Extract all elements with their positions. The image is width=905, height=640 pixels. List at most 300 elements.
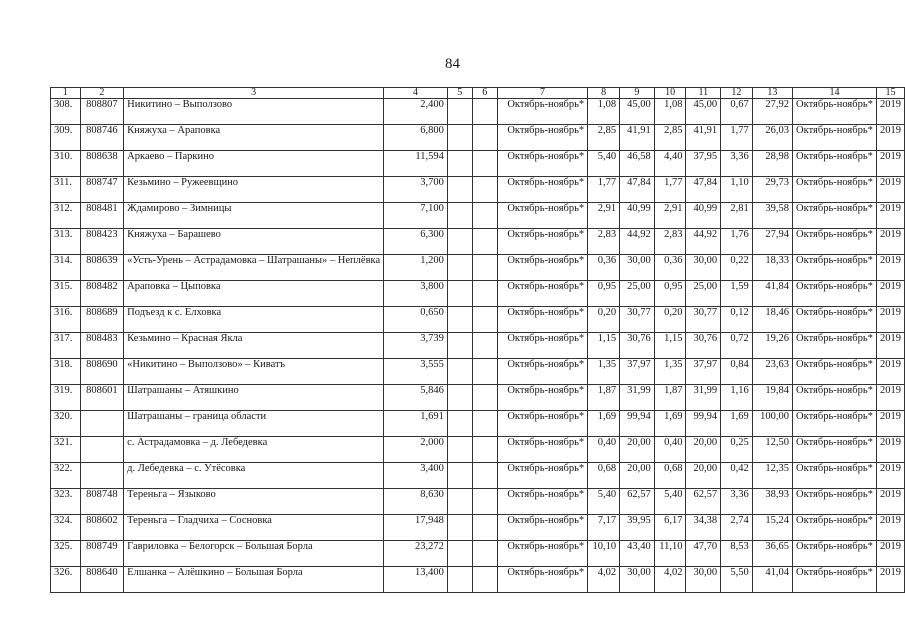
road-length: 5,846: [384, 385, 448, 411]
cell-col11: 37,95: [686, 151, 721, 177]
year: 2019: [876, 125, 904, 151]
road-length: 6,800: [384, 125, 448, 151]
column-header: 15: [876, 88, 904, 99]
period-end: Октябрь-ноябрь*: [793, 151, 877, 177]
cell-col11: 62,57: [686, 489, 721, 515]
road-code: 808483: [80, 333, 124, 359]
road-code: 808423: [80, 229, 124, 255]
table-row: [51, 307, 905, 333]
cell-col8: 10,10: [588, 541, 620, 567]
year: 2019: [876, 541, 904, 567]
road-code: 808690: [80, 359, 124, 385]
period-start: Октябрь-ноябрь*: [497, 125, 587, 151]
cell-col11: 99,94: [686, 411, 721, 437]
road-length: 3,555: [384, 359, 448, 385]
column-header: 13: [752, 88, 792, 99]
cell-col6: [472, 151, 497, 177]
cell-col6: [472, 463, 497, 489]
cell-col11: 44,92: [686, 229, 721, 255]
road-code: 808689: [80, 307, 124, 333]
period-end: Октябрь-ноябрь*: [793, 307, 877, 333]
cell-col10: 6,17: [654, 515, 686, 541]
road-code: 808482: [80, 281, 124, 307]
period-end: Октябрь-ноябрь*: [793, 437, 877, 463]
road-name: Шатрашаны – Атяшкино: [124, 385, 384, 411]
period-start: Октябрь-ноябрь*: [497, 567, 587, 593]
cell-col5: [447, 333, 472, 359]
column-header: 1: [51, 88, 81, 99]
cell-col13: 18,46: [752, 307, 792, 333]
road-length: 3,800: [384, 281, 448, 307]
cell-col5: [447, 463, 472, 489]
cell-col10: 1,69: [654, 411, 686, 437]
cell-col10: 1,87: [654, 385, 686, 411]
year: 2019: [876, 411, 904, 437]
cell-col8: 5,40: [588, 489, 620, 515]
table-row: [51, 203, 905, 229]
year: 2019: [876, 281, 904, 307]
road-code: [80, 411, 124, 437]
table-row: [51, 437, 905, 463]
road-table: [50, 87, 905, 593]
period-end: Октябрь-ноябрь*: [793, 281, 877, 307]
cell-col5: [447, 567, 472, 593]
row-number: 320.: [51, 411, 81, 437]
road-length: 8,630: [384, 489, 448, 515]
period-end: Октябрь-ноябрь*: [793, 99, 877, 125]
road-code: 808748: [80, 489, 124, 515]
cell-col11: 20,00: [686, 463, 721, 489]
table-row: [51, 177, 905, 203]
cell-col13: 18,33: [752, 255, 792, 281]
cell-col5: [447, 255, 472, 281]
cell-col13: 15,24: [752, 515, 792, 541]
row-number: 308.: [51, 99, 81, 125]
cell-col12: 0,12: [721, 307, 753, 333]
row-number: 313.: [51, 229, 81, 255]
cell-col11: 25,00: [686, 281, 721, 307]
column-header: 7: [497, 88, 587, 99]
year: 2019: [876, 255, 904, 281]
table-row: [51, 463, 905, 489]
cell-col5: [447, 307, 472, 333]
cell-col10: 4,40: [654, 151, 686, 177]
cell-col8: 7,17: [588, 515, 620, 541]
cell-col10: 1,15: [654, 333, 686, 359]
cell-col6: [472, 177, 497, 203]
row-number: 326.: [51, 567, 81, 593]
column-header: 12: [721, 88, 753, 99]
road-length: 11,594: [384, 151, 448, 177]
cell-col12: 8,53: [721, 541, 753, 567]
cell-col6: [472, 255, 497, 281]
cell-col6: [472, 203, 497, 229]
cell-col12: 0,22: [721, 255, 753, 281]
row-number: 311.: [51, 177, 81, 203]
cell-col11: 30,00: [686, 567, 721, 593]
cell-col12: 3,36: [721, 151, 753, 177]
cell-col8: 2,85: [588, 125, 620, 151]
cell-col6: [472, 359, 497, 385]
table-row: [51, 281, 905, 307]
road-name: Араповка – Цыповка: [124, 281, 384, 307]
year: 2019: [876, 463, 904, 489]
cell-col11: 40,99: [686, 203, 721, 229]
road-length: 3,739: [384, 333, 448, 359]
cell-col10: 0,68: [654, 463, 686, 489]
period-start: Октябрь-ноябрь*: [497, 151, 587, 177]
period-end: Октябрь-ноябрь*: [793, 333, 877, 359]
cell-col13: 29,73: [752, 177, 792, 203]
road-code: 808481: [80, 203, 124, 229]
period-start: Октябрь-ноябрь*: [497, 515, 587, 541]
road-name: Княжуха – Барашево: [124, 229, 384, 255]
road-name: Тереньга – Гладчиха – Сосновка: [124, 515, 384, 541]
road-length: 17,948: [384, 515, 448, 541]
road-name: Кезьмино – Ружеевщино: [124, 177, 384, 203]
cell-col11: 30,00: [686, 255, 721, 281]
year: 2019: [876, 203, 904, 229]
road-length: 3,400: [384, 463, 448, 489]
year: 2019: [876, 489, 904, 515]
cell-col8: 1,15: [588, 333, 620, 359]
column-header: 5: [447, 88, 472, 99]
cell-col10: 0,40: [654, 437, 686, 463]
road-name: «Никитино – Выползово» – Киватъ: [124, 359, 384, 385]
cell-col13: 100,00: [752, 411, 792, 437]
row-number: 319.: [51, 385, 81, 411]
row-number: 325.: [51, 541, 81, 567]
road-code: 808807: [80, 99, 124, 125]
cell-col12: 0,67: [721, 99, 753, 125]
cell-col13: 19,84: [752, 385, 792, 411]
cell-col12: 1,16: [721, 385, 753, 411]
cell-col8: 2,83: [588, 229, 620, 255]
table-row: [51, 151, 905, 177]
road-name: Шатрашаны – граница области: [124, 411, 384, 437]
column-header: 2: [80, 88, 124, 99]
cell-col10: 1,35: [654, 359, 686, 385]
column-header: 8: [588, 88, 620, 99]
header-row: [51, 88, 905, 99]
cell-col13: 27,92: [752, 99, 792, 125]
row-number: 322.: [51, 463, 81, 489]
cell-col9: 43,40: [620, 541, 655, 567]
cell-col11: 37,97: [686, 359, 721, 385]
period-end: Октябрь-ноябрь*: [793, 567, 877, 593]
road-code: [80, 437, 124, 463]
cell-col9: 31,99: [620, 385, 655, 411]
cell-col5: [447, 203, 472, 229]
cell-col9: 44,92: [620, 229, 655, 255]
cell-col9: 47,84: [620, 177, 655, 203]
cell-col12: 1,10: [721, 177, 753, 203]
cell-col5: [447, 411, 472, 437]
cell-col13: 28,98: [752, 151, 792, 177]
period-start: Октябрь-ноябрь*: [497, 229, 587, 255]
cell-col6: [472, 99, 497, 125]
cell-col5: [447, 541, 472, 567]
cell-col6: [472, 385, 497, 411]
cell-col13: 41,84: [752, 281, 792, 307]
cell-col11: 30,77: [686, 307, 721, 333]
cell-col10: 0,36: [654, 255, 686, 281]
cell-col9: 37,97: [620, 359, 655, 385]
period-end: Октябрь-ноябрь*: [793, 125, 877, 151]
row-number: 314.: [51, 255, 81, 281]
cell-col9: 62,57: [620, 489, 655, 515]
cell-col11: 41,91: [686, 125, 721, 151]
period-end: Октябрь-ноябрь*: [793, 489, 877, 515]
cell-col11: 45,00: [686, 99, 721, 125]
cell-col13: 19,26: [752, 333, 792, 359]
column-header: 9: [620, 88, 655, 99]
column-header: 6: [472, 88, 497, 99]
cell-col13: 41,04: [752, 567, 792, 593]
cell-col8: 1,08: [588, 99, 620, 125]
period-start: Октябрь-ноябрь*: [497, 411, 587, 437]
cell-col8: 1,77: [588, 177, 620, 203]
period-start: Октябрь-ноябрь*: [497, 255, 587, 281]
cell-col8: 1,87: [588, 385, 620, 411]
cell-col5: [447, 229, 472, 255]
period-end: Октябрь-ноябрь*: [793, 411, 877, 437]
cell-col10: 0,95: [654, 281, 686, 307]
cell-col5: [447, 177, 472, 203]
cell-col10: 0,20: [654, 307, 686, 333]
cell-col6: [472, 567, 497, 593]
cell-col6: [472, 333, 497, 359]
cell-col13: 12,50: [752, 437, 792, 463]
year: 2019: [876, 307, 904, 333]
road-code: [80, 463, 124, 489]
cell-col9: 45,00: [620, 99, 655, 125]
cell-col8: 4,02: [588, 567, 620, 593]
period-start: Октябрь-ноябрь*: [497, 541, 587, 567]
cell-col9: 40,99: [620, 203, 655, 229]
cell-col5: [447, 385, 472, 411]
cell-col5: [447, 515, 472, 541]
cell-col6: [472, 515, 497, 541]
column-header: 11: [686, 88, 721, 99]
table-row: [51, 489, 905, 515]
cell-col8: 0,40: [588, 437, 620, 463]
road-name: с. Астрадамовка – д. Лебедевка: [124, 437, 384, 463]
year: 2019: [876, 333, 904, 359]
cell-col11: 20,00: [686, 437, 721, 463]
cell-col11: 47,70: [686, 541, 721, 567]
cell-col10: 2,85: [654, 125, 686, 151]
road-length: 2,000: [384, 437, 448, 463]
cell-col9: 39,95: [620, 515, 655, 541]
cell-col5: [447, 437, 472, 463]
row-number: 309.: [51, 125, 81, 151]
cell-col9: 41,91: [620, 125, 655, 151]
period-start: Октябрь-ноябрь*: [497, 489, 587, 515]
cell-col6: [472, 229, 497, 255]
table-row: [51, 255, 905, 281]
table-row: [51, 567, 905, 593]
road-length: 1,691: [384, 411, 448, 437]
year: 2019: [876, 359, 904, 385]
cell-col12: 5,50: [721, 567, 753, 593]
road-code: 808639: [80, 255, 124, 281]
road-length: 3,700: [384, 177, 448, 203]
road-length: 13,400: [384, 567, 448, 593]
table-row: [51, 541, 905, 567]
cell-col12: 1,77: [721, 125, 753, 151]
cell-col10: 1,77: [654, 177, 686, 203]
period-end: Октябрь-ноябрь*: [793, 385, 877, 411]
cell-col8: 1,35: [588, 359, 620, 385]
cell-col8: 5,40: [588, 151, 620, 177]
column-header: 14: [793, 88, 877, 99]
cell-col5: [447, 151, 472, 177]
period-end: Октябрь-ноябрь*: [793, 255, 877, 281]
road-length: 7,100: [384, 203, 448, 229]
cell-col12: 0,25: [721, 437, 753, 463]
row-number: 310.: [51, 151, 81, 177]
cell-col9: 25,00: [620, 281, 655, 307]
cell-col8: 0,95: [588, 281, 620, 307]
cell-col13: 12,35: [752, 463, 792, 489]
cell-col13: 38,93: [752, 489, 792, 515]
cell-col5: [447, 99, 472, 125]
year: 2019: [876, 515, 904, 541]
road-name: Никитино – Выползово: [124, 99, 384, 125]
road-length: 2,400: [384, 99, 448, 125]
cell-col9: 30,00: [620, 255, 655, 281]
road-code: 808601: [80, 385, 124, 411]
year: 2019: [876, 567, 904, 593]
period-end: Октябрь-ноябрь*: [793, 229, 877, 255]
cell-col6: [472, 437, 497, 463]
cell-col11: 30,76: [686, 333, 721, 359]
cell-col10: 5,40: [654, 489, 686, 515]
table-row: [51, 411, 905, 437]
cell-col5: [447, 125, 472, 151]
road-name: Подъезд к с. Елховка: [124, 307, 384, 333]
road-name: Аркаево – Паркино: [124, 151, 384, 177]
table-body: [51, 99, 905, 593]
cell-col13: 36,65: [752, 541, 792, 567]
cell-col9: 30,76: [620, 333, 655, 359]
cell-col8: 0,36: [588, 255, 620, 281]
road-code: 808746: [80, 125, 124, 151]
cell-col10: 11,10: [654, 541, 686, 567]
cell-col12: 1,76: [721, 229, 753, 255]
cell-col8: 0,20: [588, 307, 620, 333]
cell-col9: 46,58: [620, 151, 655, 177]
cell-col9: 20,00: [620, 463, 655, 489]
cell-col5: [447, 359, 472, 385]
row-number: 317.: [51, 333, 81, 359]
table-row: [51, 333, 905, 359]
period-start: Октябрь-ноябрь*: [497, 281, 587, 307]
road-length: 23,272: [384, 541, 448, 567]
row-number: 315.: [51, 281, 81, 307]
year: 2019: [876, 385, 904, 411]
cell-col6: [472, 125, 497, 151]
year: 2019: [876, 177, 904, 203]
column-header: 4: [384, 88, 448, 99]
road-name: «Усть-Урень – Астрадамовка – Шатрашаны» – Неплёвка: [124, 255, 384, 281]
cell-col12: 1,69: [721, 411, 753, 437]
table-row: [51, 515, 905, 541]
year: 2019: [876, 437, 904, 463]
row-number: 323.: [51, 489, 81, 515]
road-code: 808638: [80, 151, 124, 177]
period-end: Октябрь-ноябрь*: [793, 359, 877, 385]
period-end: Октябрь-ноябрь*: [793, 177, 877, 203]
road-name: Ждамирово – Зимницы: [124, 203, 384, 229]
table-row: [51, 125, 905, 151]
cell-col10: 2,83: [654, 229, 686, 255]
period-start: Октябрь-ноябрь*: [497, 203, 587, 229]
road-name: Княжуха – Араповка: [124, 125, 384, 151]
road-length: 0,650: [384, 307, 448, 333]
cell-col12: 0,84: [721, 359, 753, 385]
cell-col11: 34,38: [686, 515, 721, 541]
cell-col9: 30,77: [620, 307, 655, 333]
cell-col12: 2,74: [721, 515, 753, 541]
period-start: Октябрь-ноябрь*: [497, 359, 587, 385]
road-name: Тереньга – Языково: [124, 489, 384, 515]
period-start: Октябрь-ноябрь*: [497, 177, 587, 203]
cell-col13: 23,63: [752, 359, 792, 385]
cell-col13: 26,03: [752, 125, 792, 151]
cell-col12: 1,59: [721, 281, 753, 307]
road-name: д. Лебедевка – с. Утёсовка: [124, 463, 384, 489]
road-code: 808602: [80, 515, 124, 541]
row-number: 316.: [51, 307, 81, 333]
year: 2019: [876, 229, 904, 255]
year: 2019: [876, 151, 904, 177]
cell-col8: 1,69: [588, 411, 620, 437]
cell-col10: 2,91: [654, 203, 686, 229]
cell-col6: [472, 541, 497, 567]
period-end: Октябрь-ноябрь*: [793, 203, 877, 229]
cell-col6: [472, 307, 497, 333]
period-start: Октябрь-ноябрь*: [497, 307, 587, 333]
table-row: [51, 229, 905, 255]
period-end: Октябрь-ноябрь*: [793, 463, 877, 489]
cell-col6: [472, 411, 497, 437]
cell-col10: 4,02: [654, 567, 686, 593]
road-code: 808747: [80, 177, 124, 203]
cell-col9: 30,00: [620, 567, 655, 593]
road-length: 1,200: [384, 255, 448, 281]
period-start: Октябрь-ноябрь*: [497, 333, 587, 359]
cell-col10: 1,08: [654, 99, 686, 125]
period-end: Октябрь-ноябрь*: [793, 541, 877, 567]
year: 2019: [876, 99, 904, 125]
cell-col8: 2,91: [588, 203, 620, 229]
column-header: 10: [654, 88, 686, 99]
row-number: 312.: [51, 203, 81, 229]
row-number: 324.: [51, 515, 81, 541]
cell-col5: [447, 489, 472, 515]
road-code: 808749: [80, 541, 124, 567]
column-header: 3: [124, 88, 384, 99]
cell-col13: 39,58: [752, 203, 792, 229]
road-length: 6,300: [384, 229, 448, 255]
table-row: [51, 359, 905, 385]
cell-col12: 0,72: [721, 333, 753, 359]
cell-col12: 0,42: [721, 463, 753, 489]
road-name: Гавриловка – Белогорск – Большая Борла: [124, 541, 384, 567]
road-code: 808640: [80, 567, 124, 593]
